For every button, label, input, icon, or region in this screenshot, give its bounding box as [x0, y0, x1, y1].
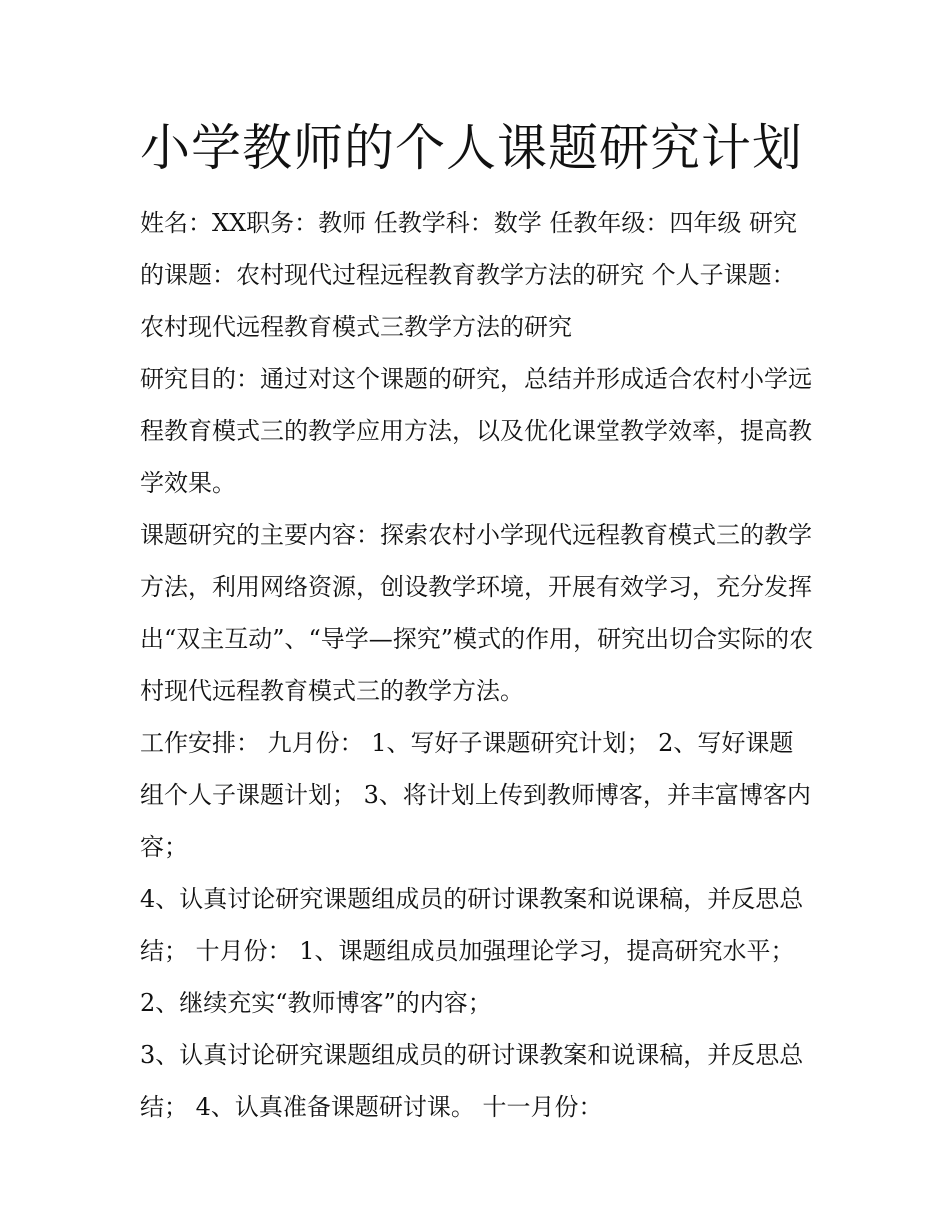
document-body — [140, 197, 816, 1133]
paragraph-main-content: 课题研究的主要内容：探索农村小学现代远程教育模式三的教学方法，利用网络资源，创设教学环境，开展有效学习，充分发挥出“双主互动”、“导学—探究”模式的作用，研究出切合实际的农村现代远程教育模式三的教学方法。 — [140, 521, 814, 705]
paragraph-task-list-1: 4、认真讨论研究课题组成员的研讨课教案和说课稿，并反思总结； 十月份： 1、课题组成员加强理论学习，提高研究水平； 2、继续充实“教师博客”的内容； — [140, 885, 804, 1017]
paragraph-basic-info: 姓名：XX职务：教师 任教学科：数学 任教年级：四年级 研究的课题：农村现代过程远程教育教学方法的研究 个人子课题：农村现代远程教育模式三教学方法的研究 — [140, 209, 798, 341]
paragraph-task-list-2: 3、认真讨论研究课题组成员的研讨课教案和说课稿，并反思总结； 4、认真准备课题研讨课。 十一月份： — [140, 1041, 804, 1121]
paragraph-work-arrangement: 工作安排： 九月份： 1、写好子课题研究计划； 2、写好课题组个人子课题计划； 3、将计划上传到教师博客，并丰富博客内容； — [140, 729, 811, 861]
paragraph-research-purpose: 研究目的：通过对这个课题的研究，总结并形成适合农村小学远程教育模式三的教学应用方法，以及优化课堂教学效率，提高教学效果。 — [140, 365, 812, 497]
page-title: 小学教师的个人课题研究计划 — [140, 119, 803, 177]
